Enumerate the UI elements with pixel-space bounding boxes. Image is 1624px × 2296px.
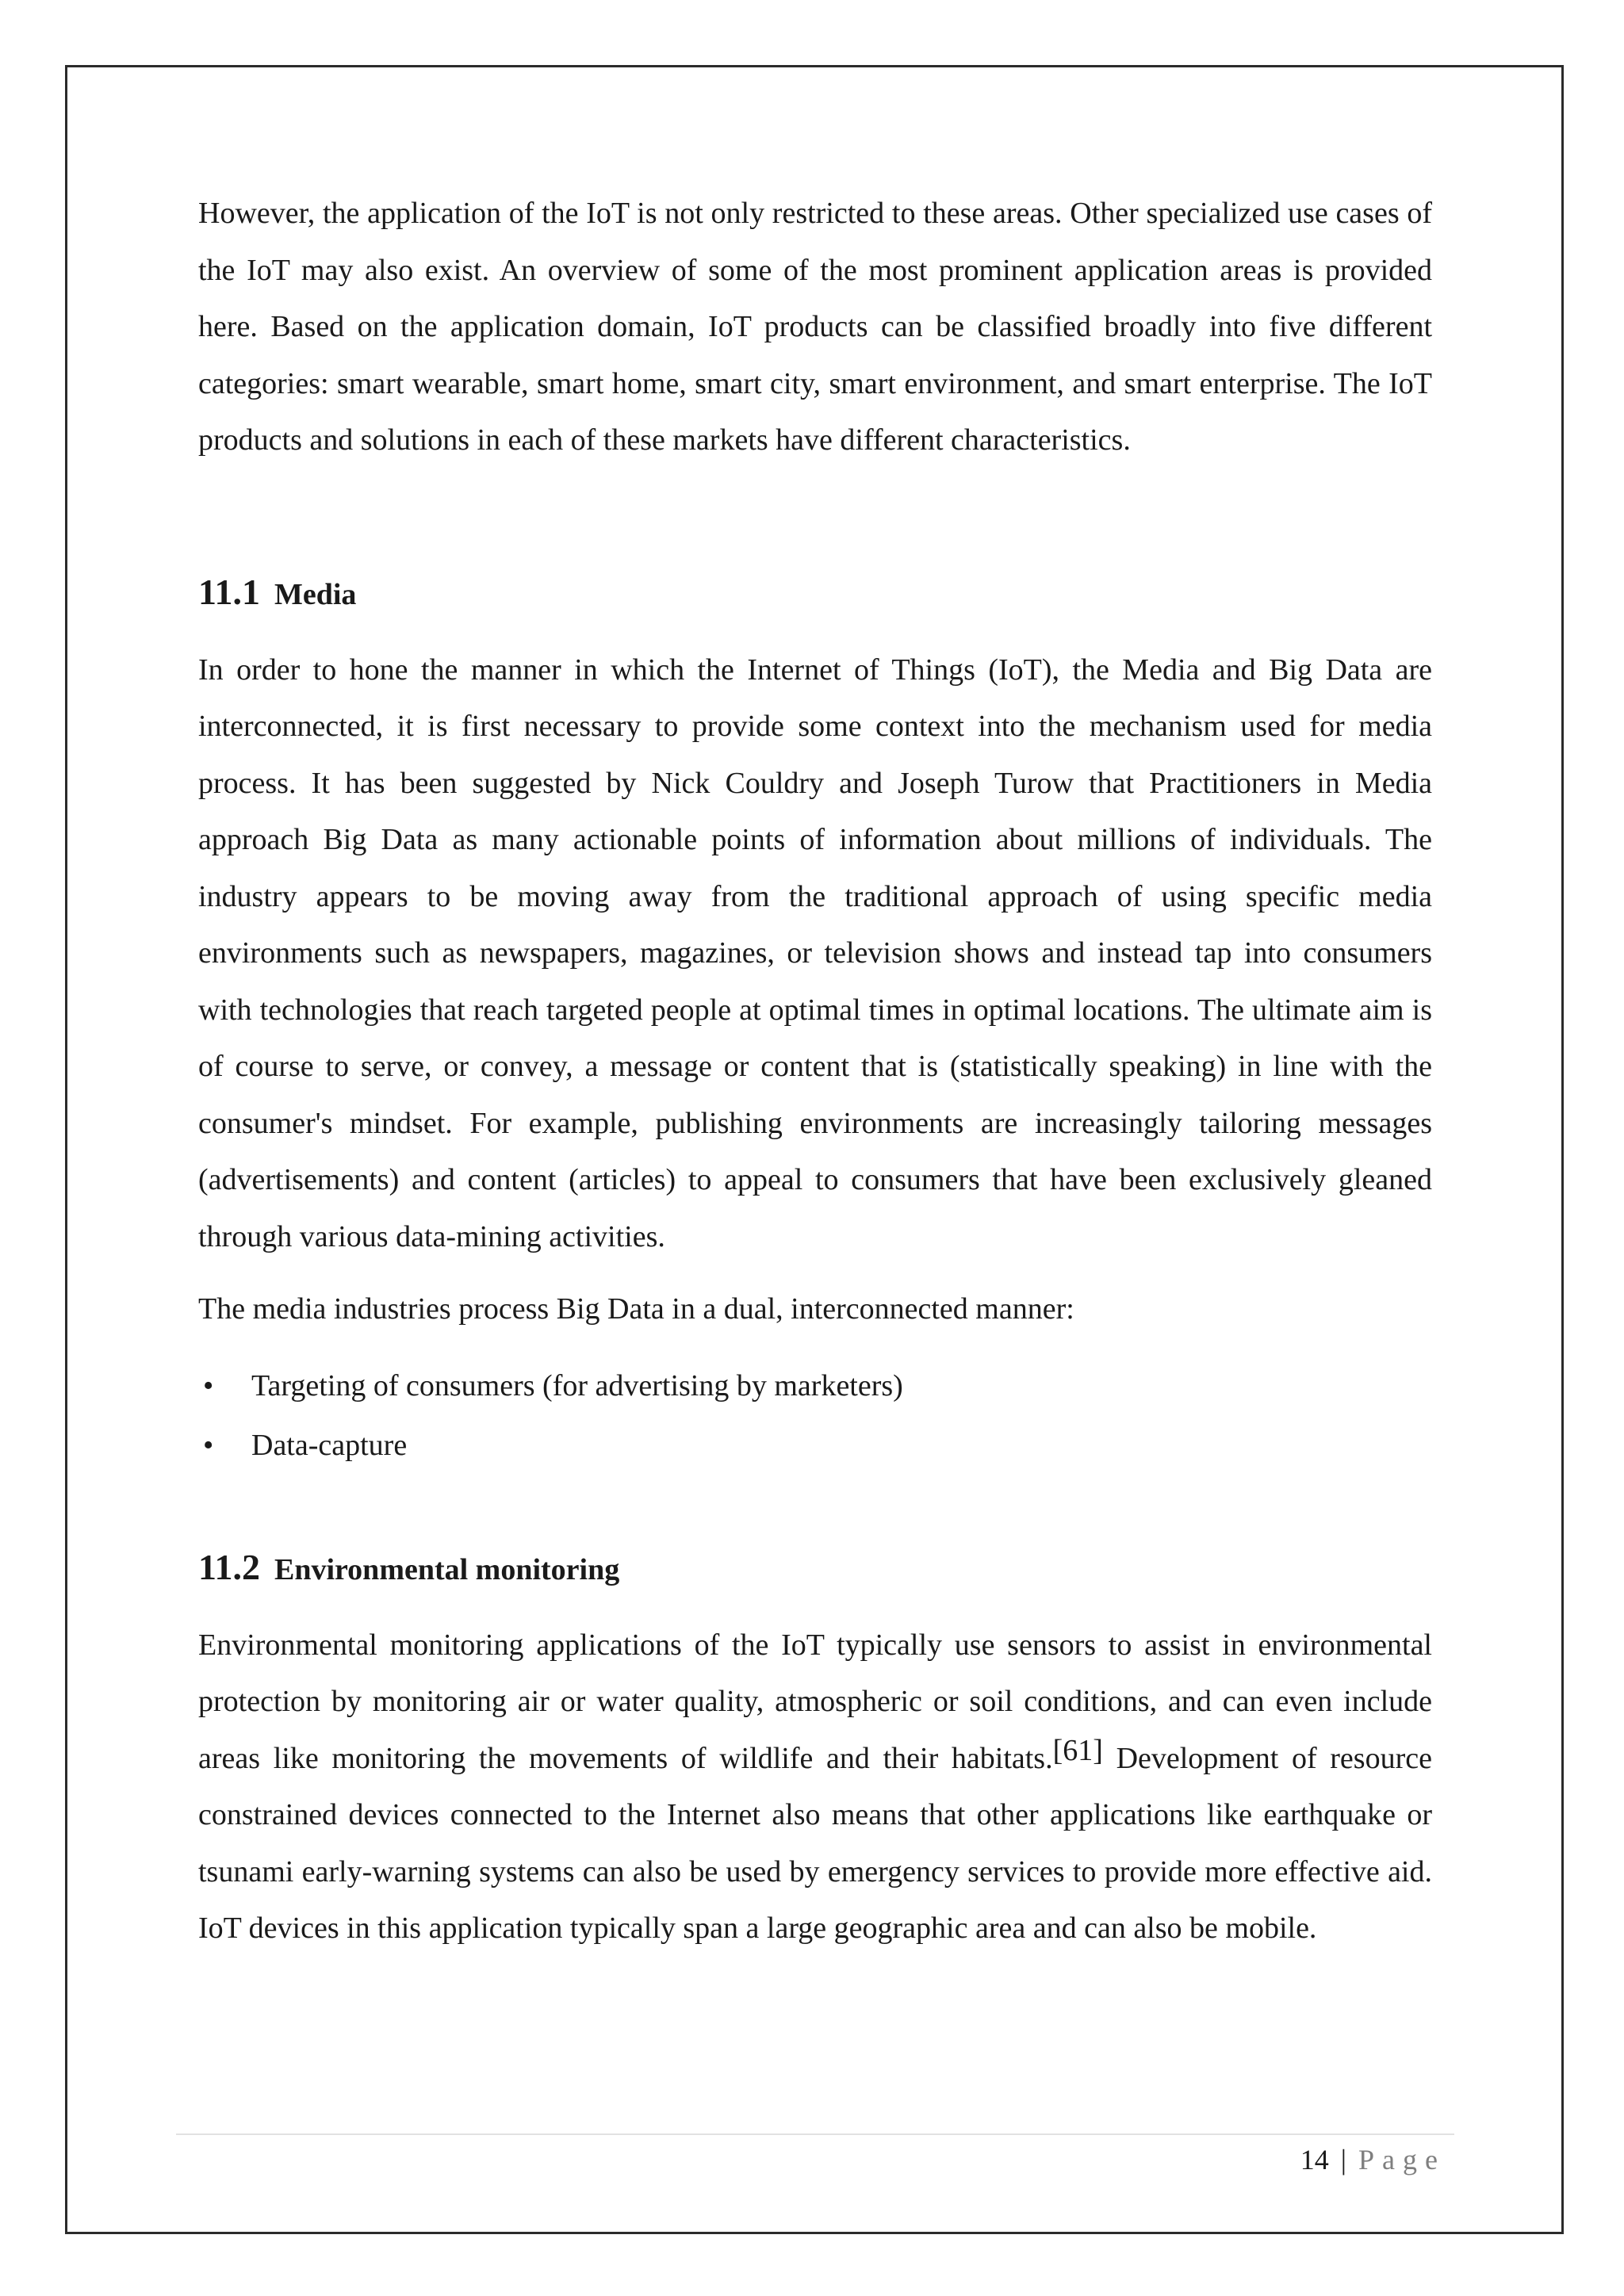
section-number: 11.1: [198, 571, 260, 612]
page-label: Page: [1358, 2144, 1446, 2175]
list-item-text: Data-capture: [251, 1428, 408, 1462]
intro-paragraph: However, the application of the IoT is not only restricted to these areas. Other specialized use cases of the IoT may also exist. An overview of some of the most prominent application areas is provided here. Based on the application domain, IoT products can be classified broadly into five different categories: smart wearable, smart home, smart city, smart environment, and smart enterprise. The IoT products and solutions in each of these markets have different characteristics.: [198, 197, 1432, 457]
page-footer: [1300, 2142, 1446, 2177]
section-heading-environmental-monitoring: [198, 1539, 1432, 1598]
media-bullet-list: [198, 1357, 1432, 1475]
list-item: [198, 1416, 1432, 1475]
section-title: Media: [274, 577, 357, 611]
paragraph-text: Environmental monitoring applications of the IoT typically use sensors to assist in environmental protection by monitoring air or water quality, atmospheric or soil conditions, and can even include areas like monitoring the movements of wildlife and their habitats.: [198, 1628, 1432, 1775]
media-paragraph: In order to hone the manner in which the Internet of Things (IoT), the Media and Big Data are interconnected, it is first necessary to provide some context into the mechanism used for media process. It has been suggested by Nick Couldry and Joseph Turow that Practitioners in Media approach Big Data as many actionable points of information about millions of individuals. The industry appears to be moving away from the traditional approach of using specific media environments such as newspapers, magazines, or television shows and instead tap into consumers with technologies that reach targeted people at optimal times in optimal locations. The ultimate aim is of course to serve, or convey, a message or content that is (statistically speaking) in line with the consumer's mindset. For example, publishing environments are increasingly tailoring messages (advertisements) and content (articles) to appeal to consumers that have been exclusively gleaned through various data-mining activities.: [198, 652, 1432, 1253]
paragraph-text: Development of resource constrained devices connected to the Internet also means that other applications like earthquake or tsunami early-warning systems can also be used by emergency services to provide more effective aid. IoT devices in this application typically span a large geographic area and can also be mobile.: [198, 1741, 1432, 1945]
environmental-paragraph: [198, 1617, 1432, 1957]
document-body: [198, 186, 1432, 1957]
citation-reference[interactable]: [61]: [1052, 1733, 1103, 1767]
footer-divider: [176, 2133, 1454, 2135]
section-number: 11.2: [198, 1546, 260, 1587]
section-media: [198, 564, 1432, 1475]
section-title: Environmental monitoring: [274, 1552, 620, 1586]
section-environmental-monitoring: [198, 1539, 1432, 1957]
bullet-icon: •: [203, 1368, 214, 1402]
list-item: [198, 1357, 1432, 1416]
section-heading-media: [198, 564, 1432, 623]
list-item-text: Targeting of consumers (for advertising by marketers): [251, 1368, 903, 1402]
bullet-icon: •: [203, 1428, 214, 1462]
footer-separator: |: [1340, 2144, 1347, 2175]
page-number: 14: [1300, 2144, 1329, 2175]
media-lead-sentence: The media industries process Big Data in a dual, interconnected manner:: [198, 1292, 1074, 1326]
